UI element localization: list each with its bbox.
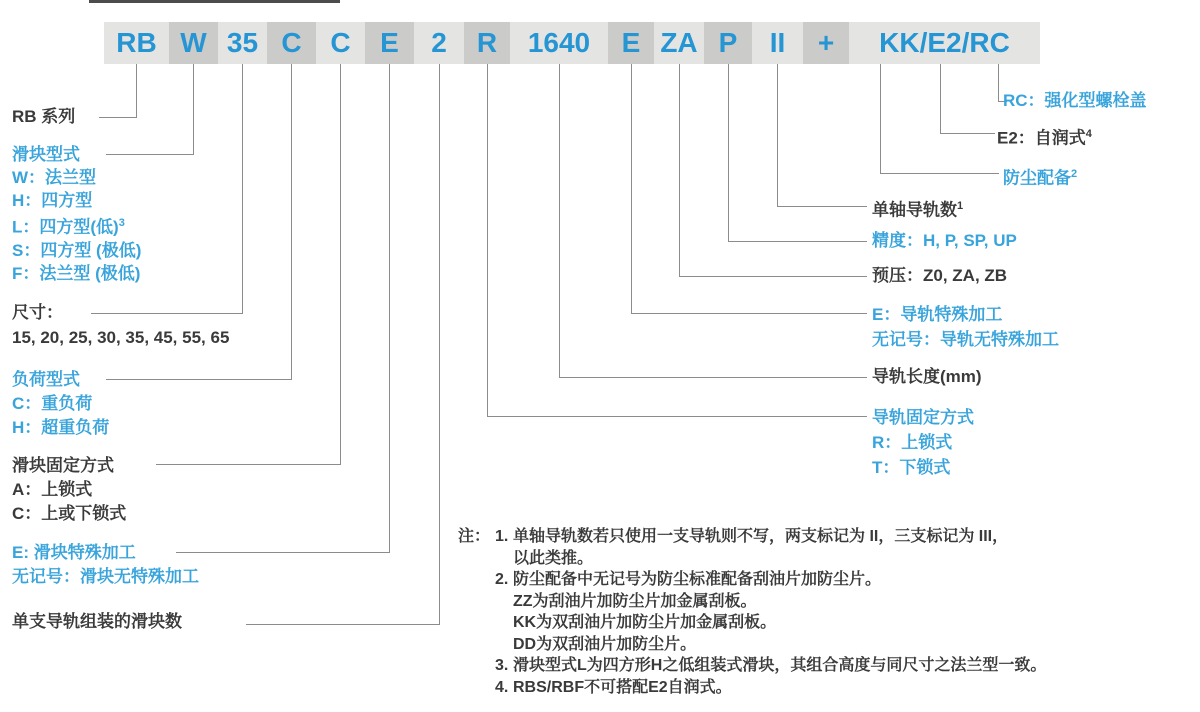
- label-e2: E2：自润式$^4$: [997, 128, 1092, 148]
- label-line: E: 滑块特殊加工: [12, 543, 136, 562]
- label-load-type: [12, 368, 109, 440]
- connector-rail-count: [777, 64, 867, 207]
- label-line: 负荷型式: [12, 370, 80, 389]
- label-rail-length: 导轨长度(mm): [872, 367, 982, 386]
- label-line: H：超重负荷: [12, 418, 110, 437]
- label-rail-count: 单轴导轨数$^1$: [872, 200, 964, 220]
- note-line: RBS/RBF不可搭配E2自润式。: [513, 678, 732, 696]
- label-line: 15, 20, 25, 30, 35, 45, 55, 65: [12, 328, 230, 347]
- note-item-1: [495, 526, 1046, 569]
- code-segment-p: P: [704, 22, 752, 64]
- note-line: KK为双刮油片加防尘片加金属刮板。: [513, 614, 777, 631]
- code-segment-c2: C: [316, 22, 365, 64]
- model-code-bar: [104, 22, 1040, 64]
- note-item-2: [495, 569, 1046, 655]
- label-line: 导轨固定方式: [872, 408, 974, 427]
- label-line: 滑块固定方式: [12, 456, 114, 475]
- label-line: F：法兰型 (极低): [12, 263, 141, 283]
- label-rail-special: [872, 302, 1059, 352]
- note-line: 防尘配备中无记号为防尘标准配备刮油片加防尘片。: [513, 571, 882, 588]
- label-line: 滑块型式: [12, 145, 80, 164]
- code-segment-rb: RB: [104, 22, 169, 64]
- code-segment-2: 2: [414, 22, 464, 64]
- label-line: C：上或下锁式: [12, 504, 127, 523]
- label-line: W：法兰型: [12, 168, 97, 187]
- label-block-fixing: [12, 454, 126, 526]
- label-line: C：重负荷: [12, 394, 93, 413]
- code-segment-e1: E: [365, 22, 414, 64]
- code-segment-35: 35: [218, 22, 267, 64]
- note-line: 滑块型式L为四方形H之低组装式滑块，其组合高度与同尺寸之法兰型一致。: [513, 657, 1047, 674]
- label-line: E：导轨特殊加工: [872, 305, 1003, 324]
- note-line: DD为双刮油片加防尘片。: [513, 635, 697, 653]
- notes-items: [495, 526, 1046, 698]
- label-preload: 预压：Z0, ZA, ZB: [872, 266, 1008, 285]
- label-line: H：四方型: [12, 191, 93, 210]
- page-edge-artifact: [89, 0, 340, 3]
- code-segment-plus: +: [803, 22, 849, 64]
- label-line: A：上锁式: [12, 480, 93, 499]
- note-line: 单轴导轨数若只使用一支导轨则不写，两支标记为 II，三支标记为 III，: [513, 528, 1009, 545]
- code-segment-za: ZA: [654, 22, 704, 64]
- note-number: 4.: [495, 678, 509, 696]
- label-rail-fixing: [872, 405, 974, 480]
- label-line: L：四方型(低)$^3$: [12, 217, 125, 237]
- label-block-special: [12, 541, 199, 589]
- note-number: 1.: [495, 528, 509, 545]
- code-segment-w: W: [169, 22, 218, 64]
- label-series: RB 系列: [12, 107, 76, 126]
- code-segment-kk-e2-rc: KK/E2/RC: [849, 22, 1040, 64]
- code-segment-e2: E: [608, 22, 654, 64]
- label-rc: RC：强化型螺栓盖: [1003, 91, 1147, 110]
- notes: [458, 526, 1046, 698]
- note-number: 3.: [495, 657, 509, 674]
- connector-e2: [940, 64, 995, 134]
- label-size: [12, 300, 229, 350]
- note-line: ZZ为刮油片加防尘片加金属刮板。: [513, 592, 757, 610]
- code-segment-c1: C: [267, 22, 316, 64]
- label-precision: 精度：H, P, SP, UP: [872, 231, 1017, 250]
- label-blocks-per-rail: 单支导轨组装的滑块数: [12, 612, 182, 631]
- label-line: T：下锁式: [872, 458, 951, 477]
- note-number: 2.: [495, 571, 509, 588]
- code-segment-r: R: [464, 22, 510, 64]
- label-line: 无记号：滑块无特殊加工: [12, 567, 199, 586]
- note-line: 以此类推。: [513, 549, 594, 567]
- label-line: S：四方型 (极低): [12, 240, 142, 260]
- label-line: R：上锁式: [872, 433, 953, 452]
- label-line: 尺寸：: [12, 303, 63, 322]
- code-segment-1640: 1640: [510, 22, 608, 64]
- label-dust: 防尘配备$^2$: [1003, 168, 1078, 188]
- code-segment-ii: II: [752, 22, 803, 64]
- notes-label: 注：: [458, 528, 491, 545]
- connector-blocks-per-rail: [246, 64, 440, 625]
- label-line: 无记号：导轨无特殊加工: [872, 330, 1059, 349]
- label-block-type: [12, 143, 141, 285]
- note-item-3: [495, 655, 1046, 677]
- note-item-4: [495, 677, 1046, 699]
